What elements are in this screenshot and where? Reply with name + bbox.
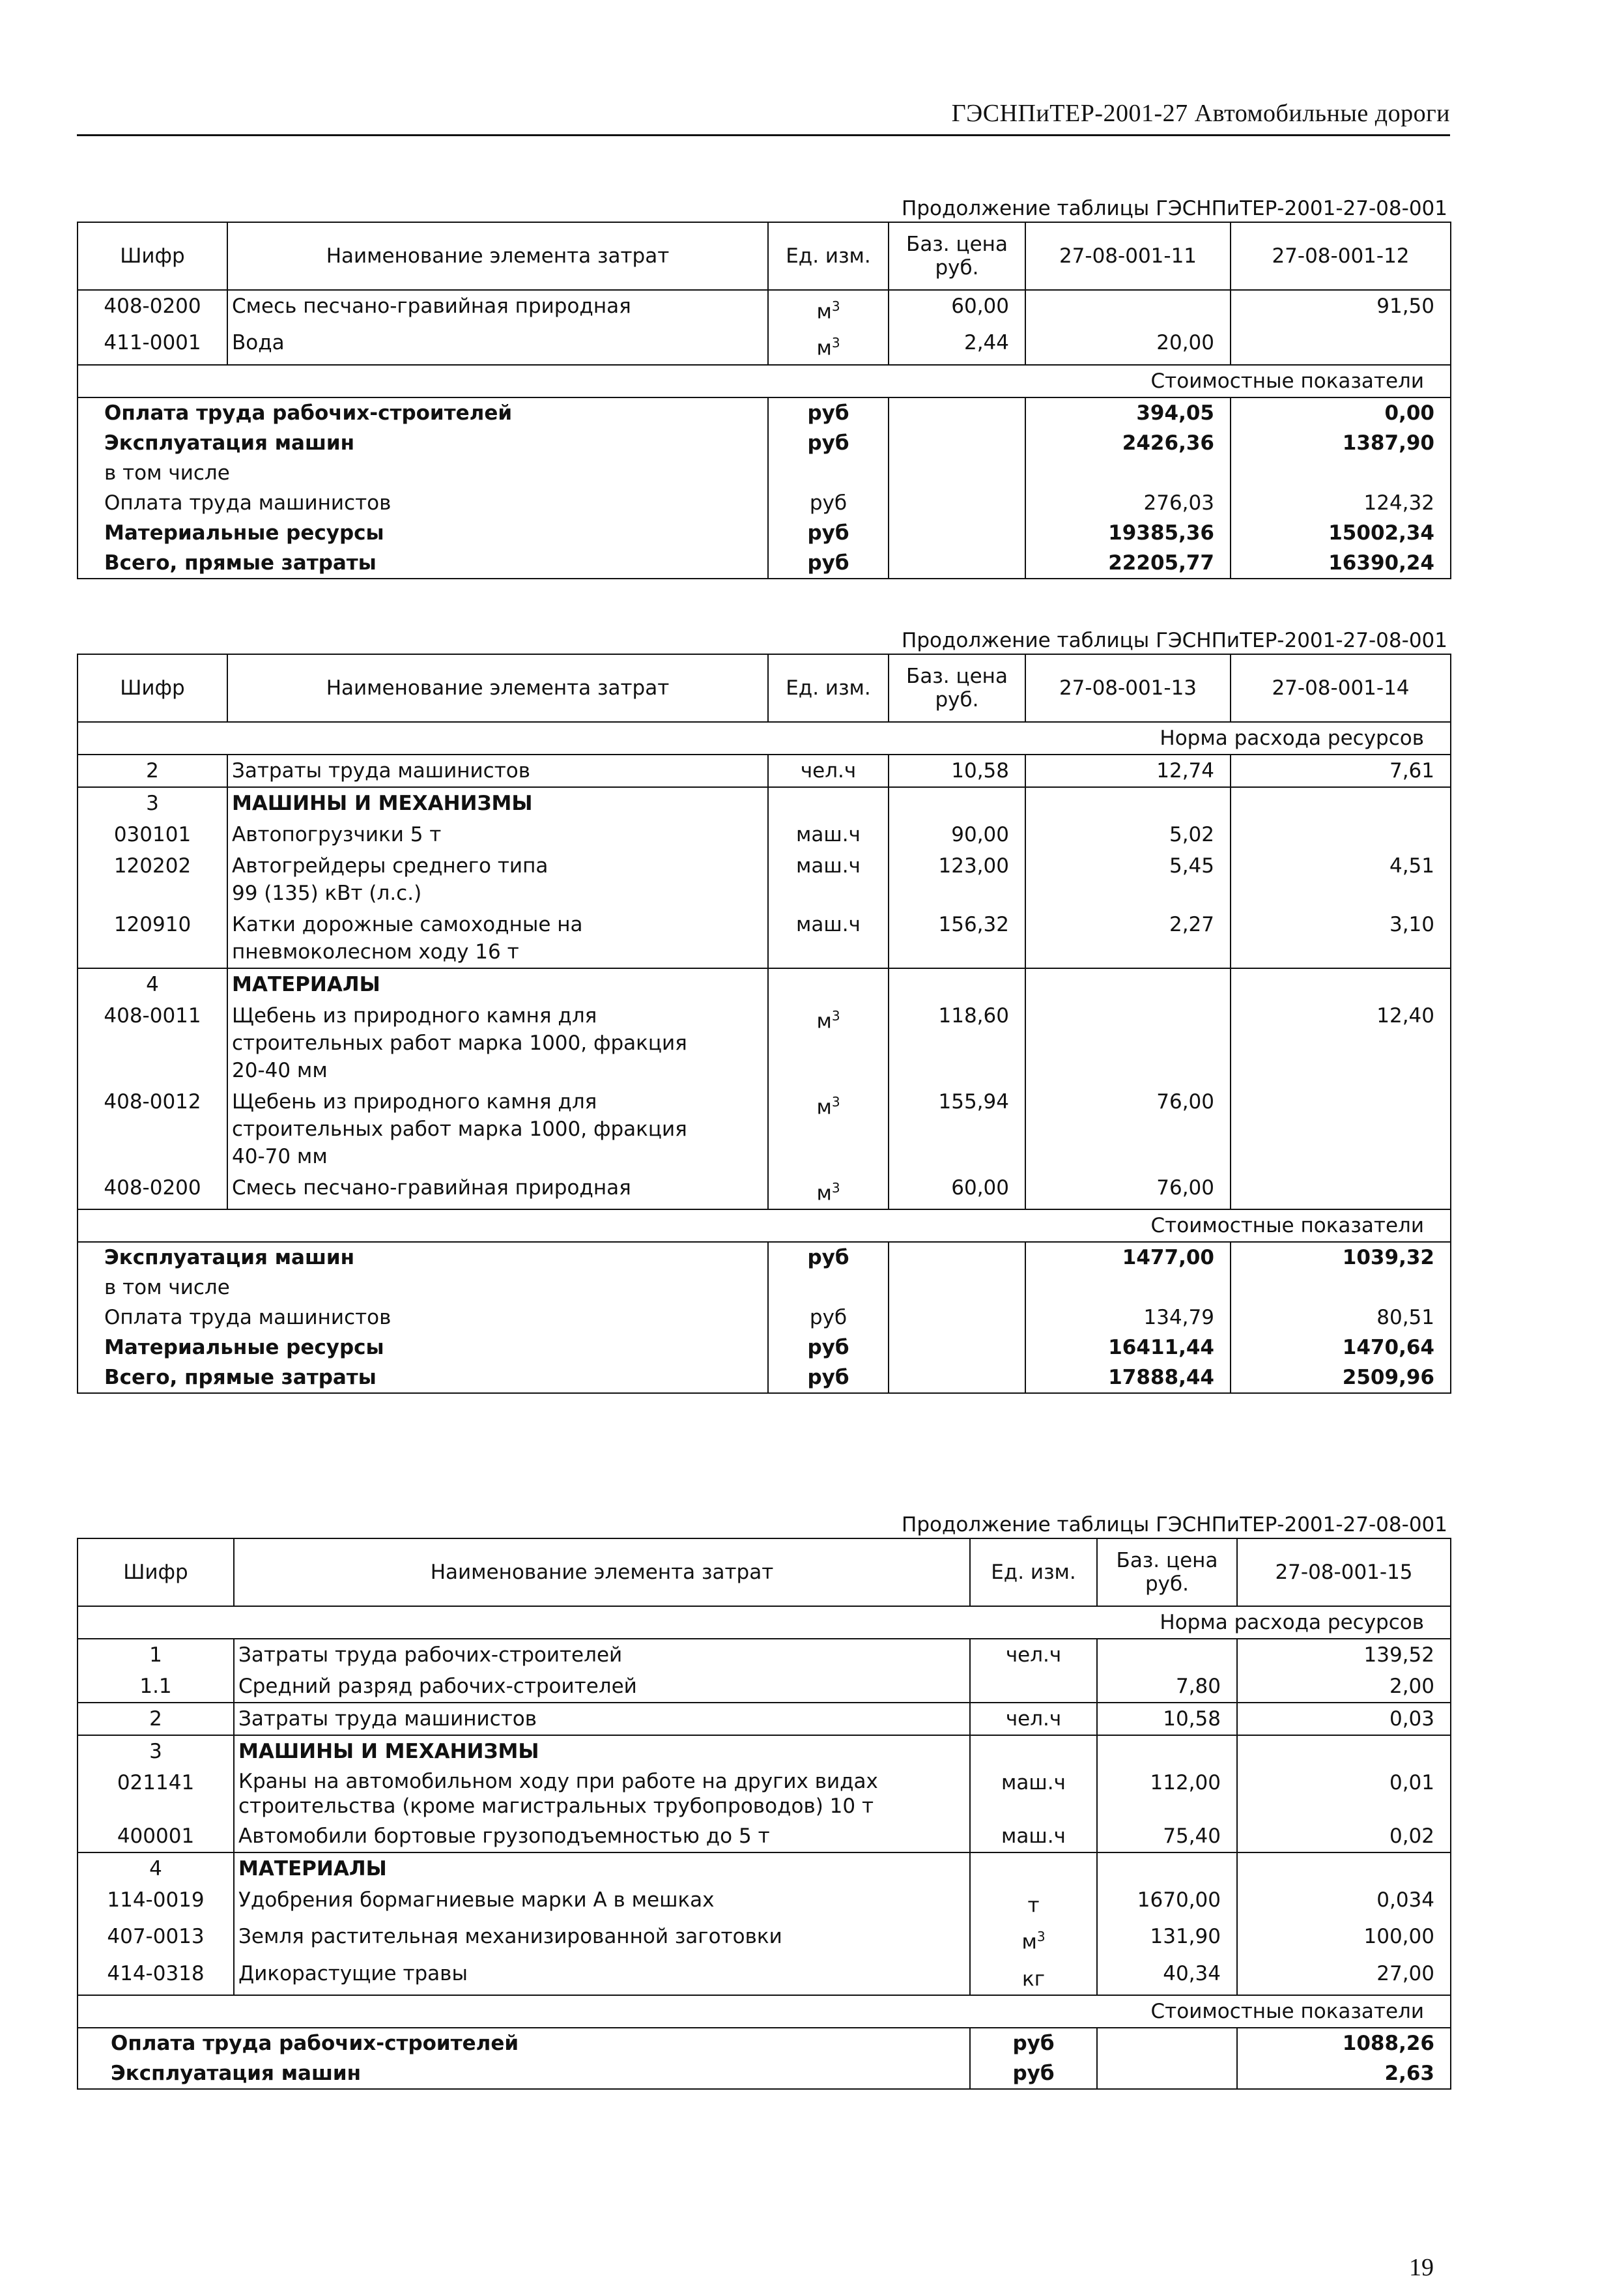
row-unit: $м^3$ xyxy=(970,1921,1097,1957)
row-code: 408-0012 xyxy=(104,1090,201,1114)
col-name-header: Наименование элемента затрат xyxy=(227,654,768,722)
row-code: 114-0019 xyxy=(107,1888,205,1912)
row-name: Катки дорожные самоходные на пневмоколесном ходу 16 т xyxy=(227,909,768,968)
cost-price xyxy=(889,428,1025,458)
norm-caption: Норма расхода ресурсов xyxy=(78,722,1451,755)
cost-value-b: 2509,96 xyxy=(1231,1362,1451,1393)
cost-name: Оплата труда рабочих-строителей xyxy=(111,2031,519,2055)
col-code-header: Шифр xyxy=(78,654,227,722)
row-name: Затраты труда машинистов xyxy=(234,1703,970,1735)
cost-row xyxy=(78,1273,1451,1303)
table-row xyxy=(78,1639,1451,1671)
cost-name: Эксплуатация машин xyxy=(104,431,355,455)
cost-caption-row xyxy=(78,365,1451,397)
row-name: Вода xyxy=(227,327,768,364)
cost-value-b: 1470,64 xyxy=(1231,1333,1451,1362)
col-code-header: Шифр xyxy=(78,1538,234,1606)
cost-row xyxy=(78,397,1451,428)
table-2 xyxy=(77,654,1451,1394)
row-price: 1670,00 xyxy=(1097,1884,1237,1921)
cost-row xyxy=(78,1303,1451,1333)
row-value-b: 3,10 xyxy=(1231,909,1451,968)
cost-unit: руб xyxy=(768,397,889,428)
section-title: МАШИНЫ И МЕХАНИЗМЫ xyxy=(227,787,768,819)
cost-value-a: 17888,44 xyxy=(1025,1362,1231,1393)
table-row xyxy=(78,1821,1451,1852)
cost-value-a: 1477,00 xyxy=(1025,1242,1231,1273)
row-value-a: 12,74 xyxy=(1025,755,1231,787)
row-unit: чел.ч xyxy=(768,755,889,787)
cost-price xyxy=(889,458,1025,488)
col-b-header: 27-08-001-12 xyxy=(1231,222,1451,290)
table-1-header-row xyxy=(78,222,1451,290)
row-value-a: 139,52 xyxy=(1237,1639,1451,1671)
cost-value-b xyxy=(1231,458,1451,488)
row-unit: маш.ч xyxy=(768,850,889,909)
col-price-header: Баз. цена руб. xyxy=(1097,1538,1237,1606)
cost-value-a: 134,79 xyxy=(1025,1303,1231,1333)
row-name: Смесь песчано-гравийная природная xyxy=(227,290,768,327)
row-unit: маш.ч xyxy=(970,1767,1097,1821)
row-price: 118,60 xyxy=(889,1000,1025,1086)
row-value-a xyxy=(1025,1000,1231,1086)
row-unit: $м^3$ xyxy=(768,290,889,327)
row-price: 60,00 xyxy=(889,290,1025,327)
row-name: Щебень из природного камня для строительных работ марка 1000, фракция 40-70 мм xyxy=(227,1086,768,1172)
cost-value-a: 22205,77 xyxy=(1025,548,1231,579)
row-unit xyxy=(970,1671,1097,1703)
row-name: Краны на автомобильном ходу при работе на других видах строительства (кроме магистральных трубопроводов) 10 т xyxy=(234,1767,970,1821)
row-code: 2 xyxy=(78,1703,234,1735)
cost-value-b: 0,00 xyxy=(1231,397,1451,428)
row-value-a xyxy=(1025,290,1231,327)
table-row xyxy=(78,1921,1451,1957)
row-value-a: 2,00 xyxy=(1237,1671,1451,1703)
row-name: Щебень из природного камня для строительных работ марка 1000, фракция 20-40 мм xyxy=(227,1000,768,1086)
row-unit: $м^3$ xyxy=(768,1086,889,1172)
table-row xyxy=(78,755,1451,787)
row-name: Удобрения бормагниевые марки А в мешках xyxy=(234,1884,970,1921)
cost-value-b: 15002,34 xyxy=(1231,518,1451,548)
section-code: 4 xyxy=(78,1852,234,1884)
row-name: Автогрейдеры среднего типа 99 (135) кВт (л.с.) xyxy=(227,850,768,909)
row-value-b xyxy=(1231,327,1451,364)
cost-name: Материальные ресурсы xyxy=(104,521,384,545)
row-price: 156,32 xyxy=(889,909,1025,968)
row-value-a: 2,27 xyxy=(1025,909,1231,968)
row-price: 90,00 xyxy=(889,819,1025,850)
row-unit: т xyxy=(970,1884,1097,1921)
row-value-a: 20,00 xyxy=(1025,327,1231,364)
col-unit-header: Ед. изм. xyxy=(768,654,889,722)
table-3-continuation: Продолжение таблицы ГЭСНПиТЕР-2001-27-08-001 xyxy=(902,1513,1447,1536)
cost-unit: руб xyxy=(768,518,889,548)
cost-caption: Стоимостные показатели xyxy=(78,365,1451,397)
row-unit: маш.ч xyxy=(768,909,889,968)
row-code: 021141 xyxy=(117,1771,195,1794)
cost-name: Оплата труда машинистов xyxy=(104,1306,392,1330)
col-unit-header: Ед. изм. xyxy=(970,1538,1097,1606)
row-code: 1.1 xyxy=(139,1675,172,1698)
cost-unit: руб xyxy=(768,1333,889,1362)
cost-row xyxy=(78,2058,1451,2089)
cost-name: Оплата труда рабочих-строителей xyxy=(104,401,513,425)
section-code: 3 xyxy=(78,1735,234,1767)
row-value-a: 0,02 xyxy=(1237,1821,1451,1852)
cost-value-b: 16390,24 xyxy=(1231,548,1451,579)
cost-value-b: 1039,32 xyxy=(1231,1242,1451,1273)
cost-caption-row xyxy=(78,1209,1451,1242)
page-number: 19 xyxy=(1409,2254,1434,2281)
cost-price xyxy=(889,1303,1025,1333)
row-price: 60,00 xyxy=(889,1172,1025,1209)
norm-caption-row xyxy=(78,722,1451,755)
cost-row xyxy=(78,2028,1451,2058)
cost-value-b xyxy=(1231,1273,1451,1303)
row-name: Средний разряд рабочих-строителей xyxy=(234,1671,970,1703)
section-title: МАТЕРИАЛЫ xyxy=(234,1852,970,1884)
cost-unit: руб xyxy=(768,1303,889,1333)
col-a-header: 27-08-001-11 xyxy=(1025,222,1231,290)
cost-unit: руб xyxy=(970,2028,1097,2058)
table-3-block xyxy=(77,1512,1450,2090)
row-code: 414-0318 xyxy=(107,1961,205,1985)
row-name: Смесь песчано-гравийная природная xyxy=(227,1172,768,1209)
row-name: Автопогрузчики 5 т xyxy=(227,819,768,850)
row-name: Автомобили бортовые грузоподъемностью до 5 т xyxy=(234,1821,970,1852)
table-1-continuation: Продолжение таблицы ГЭСНПиТЕР-2001-27-08-001 xyxy=(902,197,1447,220)
cost-value-a: 276,03 xyxy=(1025,488,1231,518)
cost-name: Оплата труда машинистов xyxy=(104,491,392,515)
row-unit: $м^3$ xyxy=(768,327,889,364)
row-value-b: 7,61 xyxy=(1231,755,1451,787)
table-row xyxy=(78,850,1451,909)
cost-value-b: 1387,90 xyxy=(1231,428,1451,458)
table-row xyxy=(78,1703,1451,1735)
cost-caption: Стоимостные показатели xyxy=(78,1209,1451,1242)
cost-value-a: 1088,26 xyxy=(1237,2028,1451,2058)
row-code: 120910 xyxy=(113,913,192,936)
section-row-machines xyxy=(78,1735,1451,1767)
section-row-materials xyxy=(78,1852,1451,1884)
cost-price xyxy=(1097,2058,1237,2089)
col-b-header: 27-08-001-14 xyxy=(1231,654,1451,722)
cost-name: Всего, прямые затраты xyxy=(104,551,377,575)
cost-row xyxy=(78,548,1451,579)
row-price: 155,94 xyxy=(889,1086,1025,1172)
cost-name: Всего, прямые затраты xyxy=(104,1366,377,1390)
row-unit: маш.ч xyxy=(970,1821,1097,1852)
col-unit-header: Ед. изм. xyxy=(768,222,889,290)
cost-price xyxy=(889,1333,1025,1362)
row-value-b xyxy=(1231,819,1451,850)
row-price: 10,58 xyxy=(889,755,1025,787)
row-code: 407-0013 xyxy=(107,1925,205,1949)
table-2-header-row xyxy=(78,654,1451,722)
row-value-a: 0,034 xyxy=(1237,1884,1451,1921)
row-unit: чел.ч xyxy=(970,1703,1097,1735)
cost-price xyxy=(889,488,1025,518)
row-name: Земля растительная механизированной заготовки xyxy=(234,1921,970,1957)
table-2-continuation: Продолжение таблицы ГЭСНПиТЕР-2001-27-08-001 xyxy=(902,629,1447,652)
cost-row xyxy=(78,518,1451,548)
cost-row xyxy=(78,1242,1451,1273)
table-3 xyxy=(77,1538,1451,2090)
cost-unit: руб xyxy=(768,488,889,518)
row-code: 1 xyxy=(149,1643,162,1667)
section-title: МАТЕРИАЛЫ xyxy=(227,968,768,1000)
table-3-header-row xyxy=(78,1538,1451,1606)
row-value-a: 27,00 xyxy=(1237,1958,1451,1995)
cost-price xyxy=(1097,2028,1237,2058)
row-unit: маш.ч xyxy=(768,819,889,850)
row-code: 408-0200 xyxy=(104,295,201,318)
cost-value-a xyxy=(1025,1273,1231,1303)
col-name-header: Наименование элемента затрат xyxy=(234,1538,970,1606)
table-row xyxy=(78,1172,1451,1209)
cost-unit xyxy=(768,458,889,488)
cost-value-a: 394,05 xyxy=(1025,397,1231,428)
col-price-header: Баз. цена руб. xyxy=(889,222,1025,290)
table-row xyxy=(78,327,1451,364)
table-row xyxy=(78,1000,1451,1086)
row-value-b: 91,50 xyxy=(1231,290,1451,327)
cost-unit: руб xyxy=(768,1242,889,1273)
row-code: 411-0001 xyxy=(104,331,201,355)
row-price: 10,58 xyxy=(1097,1703,1237,1735)
cost-caption-row xyxy=(78,1995,1451,2028)
table-row xyxy=(78,1671,1451,1703)
table-2-block xyxy=(77,627,1450,1394)
row-code: 400001 xyxy=(117,1824,195,1848)
row-name: Затраты труда машинистов xyxy=(227,755,768,787)
cost-unit xyxy=(768,1273,889,1303)
cost-value-a xyxy=(1025,458,1231,488)
cost-row xyxy=(78,1362,1451,1393)
section-row-machines xyxy=(78,787,1451,819)
row-unit: $м^3$ xyxy=(768,1000,889,1086)
row-price: 40,34 xyxy=(1097,1958,1237,1995)
col-a-header: 27-08-001-15 xyxy=(1237,1538,1451,1606)
row-unit: кг xyxy=(970,1958,1097,1995)
row-value-a: 0,03 xyxy=(1237,1703,1451,1735)
cost-unit: руб xyxy=(768,548,889,579)
row-unit: чел.ч xyxy=(970,1639,1097,1671)
row-price: 2,44 xyxy=(889,327,1025,364)
cost-value-b: 80,51 xyxy=(1231,1303,1451,1333)
row-code: 030101 xyxy=(113,823,192,846)
cost-name: Эксплуатация машин xyxy=(104,1246,355,1270)
row-value-a: 76,00 xyxy=(1025,1172,1231,1209)
section-code: 3 xyxy=(78,787,227,819)
cost-price xyxy=(889,548,1025,579)
row-price: 7,80 xyxy=(1097,1671,1237,1703)
norm-caption: Норма расхода ресурсов xyxy=(78,1606,1451,1639)
row-code: 408-0200 xyxy=(104,1176,201,1200)
cost-price xyxy=(889,1273,1025,1303)
cost-price xyxy=(889,397,1025,428)
cost-name: Эксплуатация машин xyxy=(111,2061,362,2085)
row-value-b xyxy=(1231,1086,1451,1172)
table-row xyxy=(78,290,1451,327)
page-header xyxy=(77,98,1450,136)
cost-caption: Стоимостные показатели xyxy=(78,1995,1451,2028)
table-row xyxy=(78,1086,1451,1172)
row-price: 123,00 xyxy=(889,850,1025,909)
cost-price xyxy=(889,518,1025,548)
row-value-b xyxy=(1231,1172,1451,1209)
row-value-b: 4,51 xyxy=(1231,850,1451,909)
row-price: 112,00 xyxy=(1097,1767,1237,1821)
row-value-a: 76,00 xyxy=(1025,1086,1231,1172)
cost-price xyxy=(889,1242,1025,1273)
cost-unit: руб xyxy=(768,1362,889,1393)
cost-row xyxy=(78,488,1451,518)
page-header-title: ГЭСНПиТЕР-2001-27 Автомобильные дороги xyxy=(951,100,1450,127)
cost-row xyxy=(78,1333,1451,1362)
col-price-header: Баз. цена руб. xyxy=(889,654,1025,722)
cost-value-b: 124,32 xyxy=(1231,488,1451,518)
cost-unit: руб xyxy=(970,2058,1097,2089)
row-price: 75,40 xyxy=(1097,1821,1237,1852)
row-price: 131,90 xyxy=(1097,1921,1237,1957)
cost-value-a: 19385,36 xyxy=(1025,518,1231,548)
cost-unit: руб xyxy=(768,428,889,458)
table-row xyxy=(78,1958,1451,1995)
row-value-a: 0,01 xyxy=(1237,1767,1451,1821)
cost-value-a: 2426,36 xyxy=(1025,428,1231,458)
cost-value-a: 16411,44 xyxy=(1025,1333,1231,1362)
norm-caption-row xyxy=(78,1606,1451,1639)
table-row xyxy=(78,1767,1451,1821)
col-code-header: Шифр xyxy=(78,222,227,290)
cost-name: Материальные ресурсы xyxy=(104,1336,384,1360)
table-1 xyxy=(77,222,1451,579)
cost-name: в том числе xyxy=(104,461,230,485)
cost-value-a: 2,63 xyxy=(1237,2058,1451,2089)
table-1-block xyxy=(77,195,1450,579)
table-row xyxy=(78,819,1451,850)
cost-row xyxy=(78,458,1451,488)
row-code: 408-0011 xyxy=(104,1004,201,1028)
cost-price xyxy=(889,1362,1025,1393)
col-a-header: 27-08-001-13 xyxy=(1025,654,1231,722)
table-row xyxy=(78,1884,1451,1921)
table-row xyxy=(78,909,1451,968)
section-code: 4 xyxy=(78,968,227,1000)
row-code: 2 xyxy=(146,759,159,783)
row-value-a: 5,02 xyxy=(1025,819,1231,850)
row-name: Дикорастущие травы xyxy=(234,1958,970,1995)
row-code: 120202 xyxy=(113,854,192,878)
row-value-a: 5,45 xyxy=(1025,850,1231,909)
section-row-materials xyxy=(78,968,1451,1000)
row-value-b: 12,40 xyxy=(1231,1000,1451,1086)
section-title: МАШИНЫ И МЕХАНИЗМЫ xyxy=(234,1735,970,1767)
col-name-header: Наименование элемента затрат xyxy=(227,222,768,290)
row-name: Затраты труда рабочих-строителей xyxy=(234,1639,970,1671)
row-unit: $м^3$ xyxy=(768,1172,889,1209)
cost-row xyxy=(78,428,1451,458)
row-price xyxy=(1097,1639,1237,1671)
row-value-a: 100,00 xyxy=(1237,1921,1451,1957)
cost-name: в том числе xyxy=(104,1276,230,1300)
